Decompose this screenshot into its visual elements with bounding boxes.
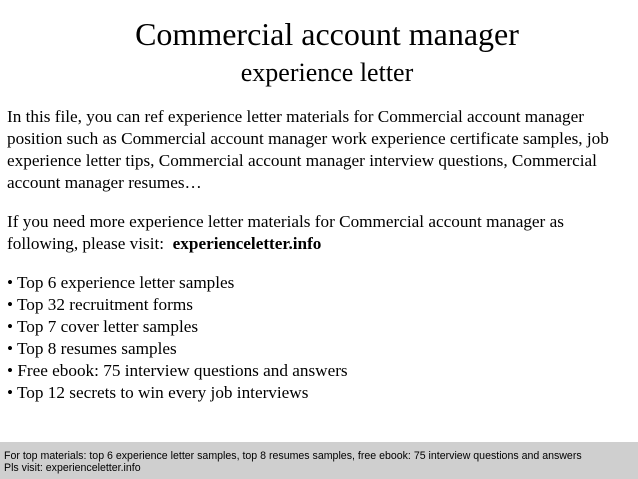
list-item: • Top 7 cover letter samples [7,317,199,336]
materials-list [7,272,633,404]
footer-bar [0,442,638,479]
list-item: • Free ebook: 75 interview questions and answers [7,361,348,380]
list-item: • Top 8 resumes samples [7,339,177,358]
experienceletter-link[interactable]: experienceletter.info [172,234,322,253]
list-item: • Top 6 experience letter samples [7,273,235,292]
document-body [7,106,633,404]
list-item: • Top 12 secrets to win every job interviews [7,383,309,402]
more-materials-text: If you need more experience letter materials for Commercial account manager as following, please visit: [7,212,564,253]
more-materials-paragraph [7,211,633,255]
title-line-2: experience letter [240,58,414,87]
list-item: • Top 32 recruitment forms [7,295,193,314]
footer-line-2: Pls visit: experienceletter.info [4,462,141,474]
title-line-1: Commercial account manager [135,16,519,52]
intro-paragraph: In this file, you can ref experience letter materials for Commercial account manager position such as Commercial account manager work experience certificate samples, job experience letter tips, Commercial account manager interview questions, Commercial account manager resumes… [7,107,609,192]
footer-line-1: For top materials: top 6 experience letter samples, top 8 resumes samples, free ebook: 75 interview questions and answers [4,450,582,462]
